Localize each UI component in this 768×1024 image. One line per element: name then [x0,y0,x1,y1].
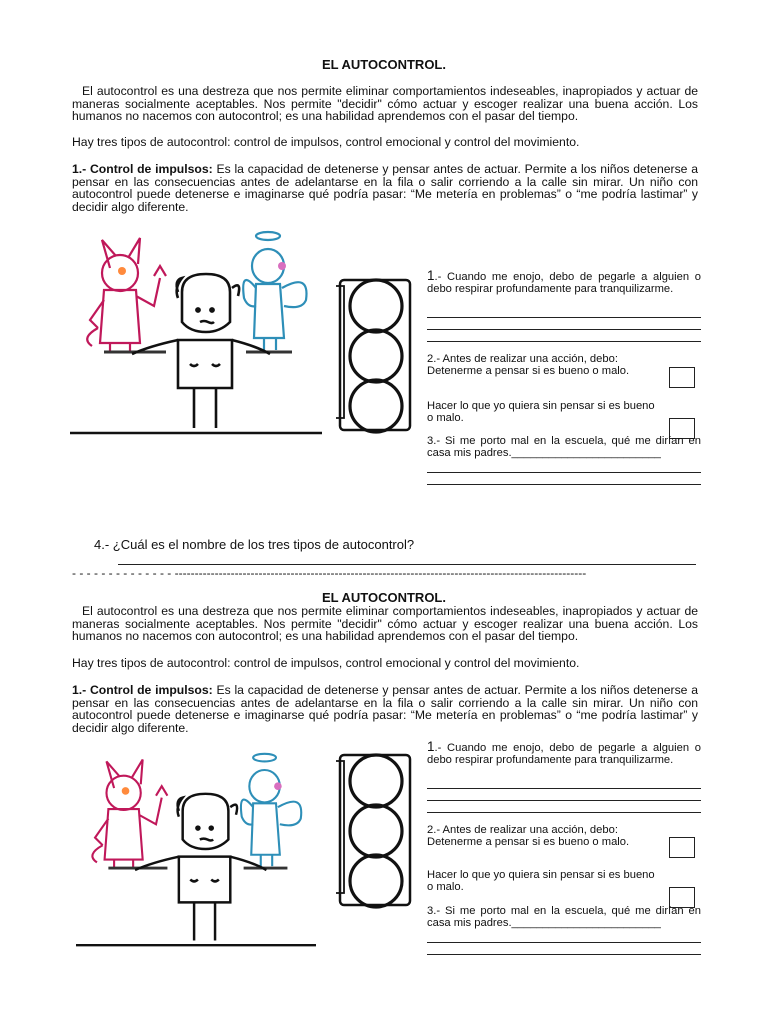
answer-line[interactable] [427,472,701,473]
question-3-text: 3.- Si me porto mal en la escuela, qué me dirían en casa mis padres.________________________ [427,435,701,459]
question-1 [427,741,701,766]
impulse-control-text: Es la capacidad de detenerse y pensar antes de actuar. Permite a los niños detenerse a pensar en las consecuencias antes de adelantarse en la fila o salir corriendo a la calle sin mirar. Un niño con autocontrol puede detenerse e imaginarse qué podría pasar: “Me metería en problemas” o “me podría lastimar” y decidir algo diferente. [72,162,698,214]
question-4-text: 4.- ¿Cuál es el nombre de los tres tipos de autocontrol? [94,537,415,552]
impulse-control-paragraph [72,163,698,213]
devil-angel-girl-illustration [70,750,322,950]
checkbox-option-1[interactable] [669,367,695,388]
answer-line[interactable] [427,484,701,485]
question-3-text: 3.- Si me porto mal en la escuela, qué me dirían en casa mis padres.________________________ [427,905,701,929]
question-1 [427,270,701,295]
intro-paragraph: El autocontrol es una destreza que nos permite eliminar comportamientos indeseables, inapropiados y actuar de maneras socialmente aceptables. Nos permite "decidir" cómo actuar y escoger realizar una buena acción. Los humanos no nacemos con autocontrol; es una habilidad aprendemos con el pasar del tiempo. [72,84,698,123]
devil-figure [92,760,167,870]
answer-line[interactable] [427,954,701,955]
traffic-light-bottom [350,380,402,432]
devil-angel-girl-illustration [70,228,322,438]
traffic-light-middle [350,330,402,382]
answer-line[interactable] [427,341,701,342]
answer-line[interactable] [427,812,701,813]
question-2-option-2: Hacer lo que yo quiera sin pensar si es bueno o malo. [427,400,655,424]
cut-line: - - - - - - - - - - - - - - ------------------------------------------------------------------------------------------------------- [72,566,587,580]
answer-line[interactable] [427,788,701,789]
answer-line[interactable] [427,800,701,801]
types-paragraph: Hay tres tipos de autocontrol: control de impulsos, control emocional y control del movimiento. [72,656,580,670]
intro-paragraph: El autocontrol es una destreza que nos permite eliminar comportamientos indeseables, inapropiados y actuar de maneras socialmente aceptables. Nos permite "decidir" cómo actuar y escoger realizar una buena acción. Los humanos no nacemos con autocontrol; es una habilidad aprendemos con el pasar del tiempo. [72,604,698,643]
checkbox-option-1[interactable] [669,837,695,858]
traffic-light-top [350,755,402,807]
impulse-control-text: Es la capacidad de detenerse y pensar antes de actuar. Permite a los niños detenerse a pensar en las consecuencias antes de adelantarse en la fila o salir corriendo a la calle sin mirar. Un niño con autocontrol puede detenerse e imaginarse qué podría pasar: “Me metería en problemas” o “me podría lastimar” y decidir algo diferente. [72,683,698,735]
worksheet-title: EL AUTOCONTROL. [322,590,446,605]
question-2-text: 2.- Antes de realizar una acción, debo: Detenerme a pensar si es bueno o malo. [427,824,630,848]
traffic-light-bottom [350,855,402,907]
question-1-text: .- Cuando me enojo, debo de pegarle a alguien o debo respirar profundamente para tranquilizarme. [427,742,701,766]
impulse-control-heading: 1.- Control de impulsos: [72,162,213,176]
answer-line[interactable] [427,942,701,943]
question-4-answer-line[interactable] [118,564,696,565]
question-1-text: .- Cuando me enojo, debo de pegarle a alguien o debo respirar profundamente para tranquilizarme. [427,271,701,295]
answer-line[interactable] [427,329,701,330]
impulse-control-heading: 1.- Control de impulsos: [72,683,213,697]
types-paragraph: Hay tres tipos de autocontrol: control de impulsos, control emocional y control del movimiento. [72,135,580,149]
answer-line[interactable] [427,317,701,318]
question-2-text: 2.- Antes de realizar una acción, debo: Detenerme a pensar si es bueno o malo. [427,353,630,377]
traffic-light-top [350,280,402,332]
question-1-number: 1 [427,268,435,283]
impulse-control-paragraph [72,684,698,734]
angel-figure [243,232,306,350]
question-2-option-2: Hacer lo que yo quiera sin pensar si es bueno o malo. [427,869,655,893]
traffic-light-middle [350,805,402,857]
devil-figure [87,238,166,353]
question-1-number: 1 [427,739,435,754]
worksheet-title: EL AUTOCONTROL. [322,57,446,72]
angel-figure [241,754,301,866]
traffic-light-illustration [330,268,422,438]
traffic-light-illustration [330,743,422,913]
